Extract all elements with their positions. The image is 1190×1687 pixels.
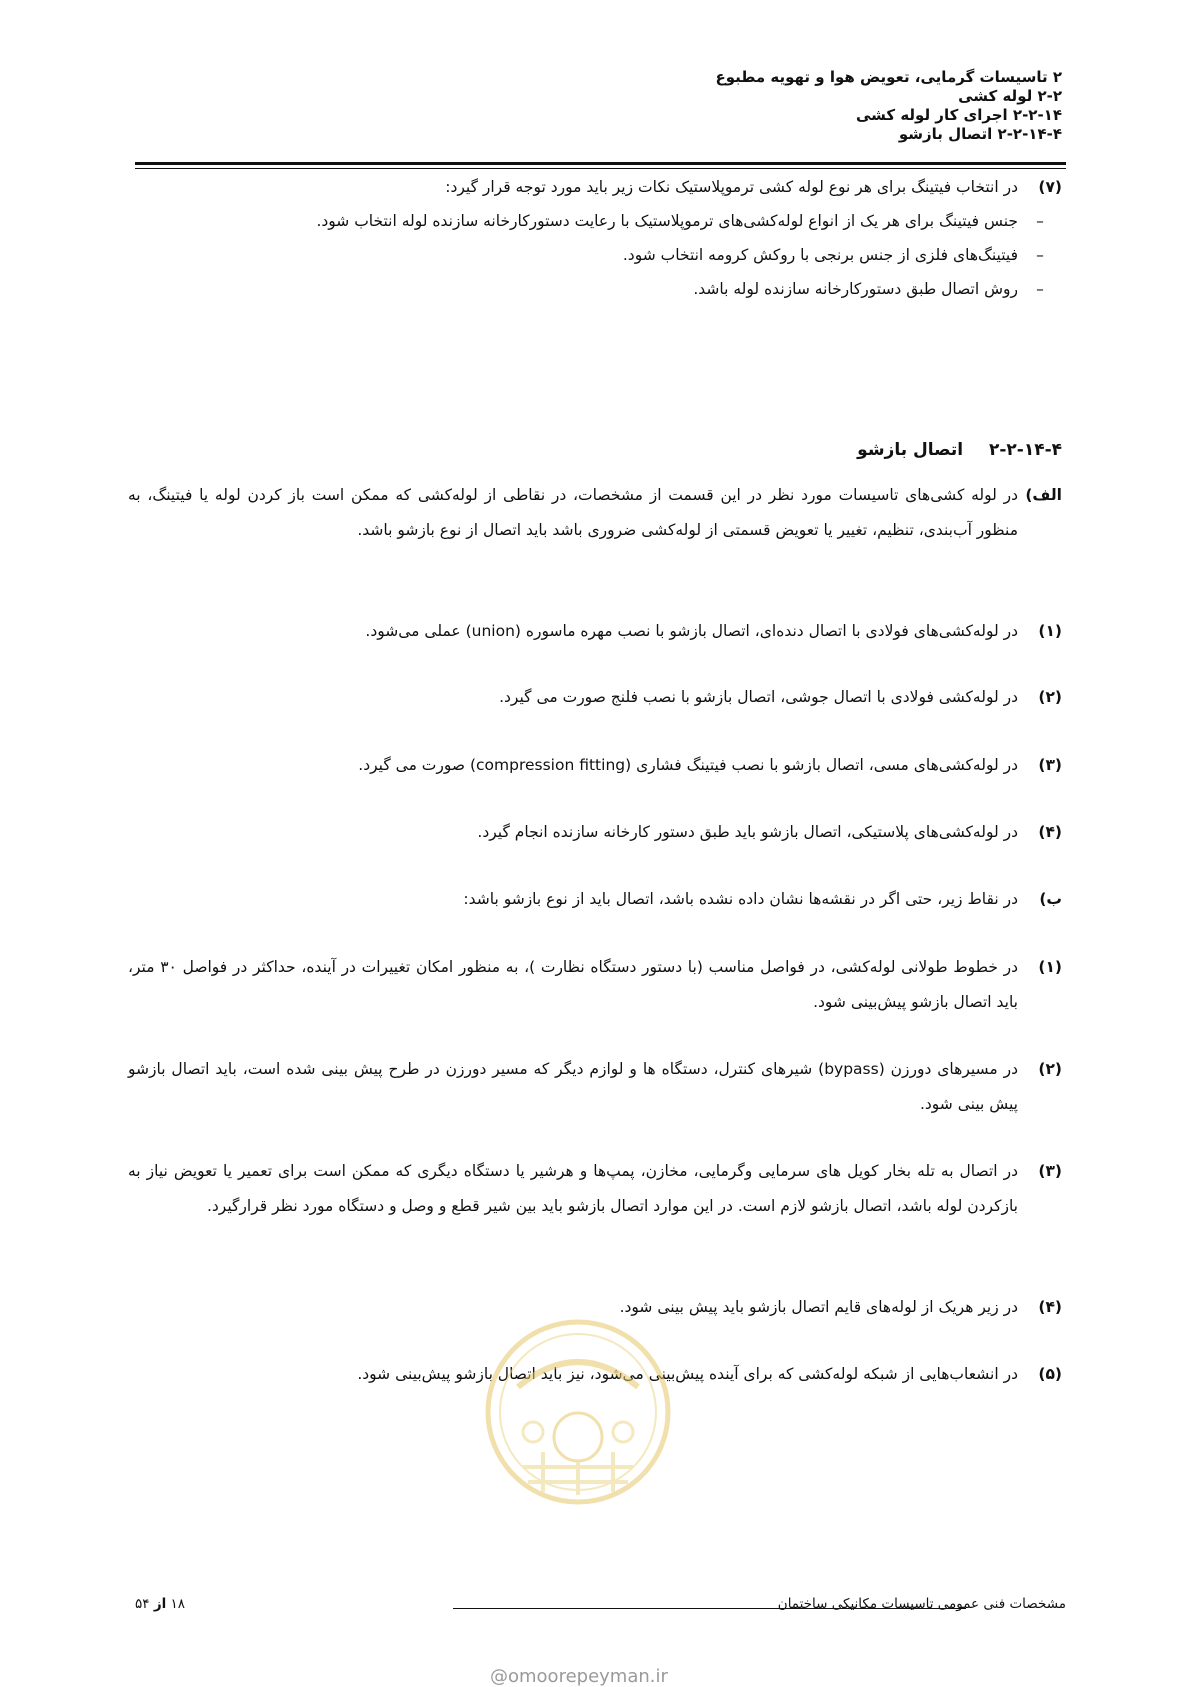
alef-item-number: (۲) bbox=[1038, 688, 1062, 706]
page-current: ۱۸ bbox=[170, 1596, 186, 1612]
section-heading bbox=[857, 440, 1062, 460]
alef-item-number: (۱) bbox=[1038, 622, 1062, 640]
be-item-text: در زیر هریک از لوله‌های قایم اتصال بازشو باید پیش بینی شود. bbox=[619, 1298, 1018, 1316]
be-item-text: در انشعاب‌هایی از شبکه لوله‌کشی که برای آینده پیش‌بینی می‌شود، نیز باید اتصال بازشو پیش‌بینی شود. bbox=[357, 1365, 1018, 1383]
page-number bbox=[135, 1596, 185, 1612]
alef-item-3 bbox=[358, 748, 1062, 783]
header-section: ۲-۲ لوله کشی bbox=[958, 87, 1062, 105]
alef-item-number: (۴) bbox=[1038, 823, 1062, 841]
header-topic: ۲-۲-۱۴-۴ اتصال بازشو bbox=[898, 125, 1062, 143]
bullet-dash: – bbox=[1036, 212, 1044, 230]
be-item-number: (۳) bbox=[1038, 1162, 1062, 1180]
bullet-text: جنس فیتینگ برای هر یک از انواع لوله‌کشی‌های ترموپلاستیک با رعایت دستورکارخانه سازنده لوله انتخاب شود. bbox=[316, 212, 1018, 230]
page-of: از bbox=[153, 1596, 167, 1612]
alef-item-number: (۳) bbox=[1038, 756, 1062, 774]
be-item-1 bbox=[128, 950, 1062, 1020]
bullet-3 bbox=[693, 272, 1062, 307]
bullet-text: روش اتصال طبق دستورکارخانه سازنده لوله باشد. bbox=[693, 280, 1018, 298]
bullet-text: فیتینگ‌های فلزی از جنس برنجی با روکش کرومه انتخاب شود. bbox=[622, 246, 1018, 264]
page-footer bbox=[135, 1596, 1066, 1616]
bullet-2 bbox=[623, 238, 1062, 273]
clause-alef-label: الف) bbox=[1025, 486, 1062, 504]
be-item-number: (۴) bbox=[1038, 1298, 1062, 1316]
be-item-text: در خطوط طولانی لوله‌کشی، در فواصل مناسب (با دستور دستگاه نظارت )، به منظور امکان تغییرات در آینده، حداکثر در فواصل ۳۰ متر، باید اتصال بازشو پیش‌بینی شود. bbox=[128, 958, 1018, 1011]
be-item-number: (۵) bbox=[1038, 1365, 1062, 1383]
alef-item-1 bbox=[365, 614, 1062, 649]
footer-rule bbox=[453, 1608, 966, 1609]
be-item-text: در اتصال به تله بخار کویل های سرمایی وگرمایی، مخازن، پمپ‌ها و هرشیر یا دستگاه دیگری که ممکن است برای تعمیر یا تعویض نیاز به بازکردن لوله باشد، اتصال بازشو لازم است. در این موارد اتصال بازشو باید بین شیر قطع و وصل و دستگاه مورد نظر قرارگیرد. bbox=[128, 1162, 1018, 1215]
bullet-dash: – bbox=[1036, 280, 1044, 298]
alef-item-text: در لوله‌کشی‌های فولادی با اتصال دنده‌ای، اتصال بازشو با نصب مهره ماسوره (union) عملی می‌شود. bbox=[365, 622, 1018, 640]
be-item-number: (۲) bbox=[1038, 1060, 1062, 1078]
running-header bbox=[715, 68, 1062, 144]
watermark-seal-icon bbox=[483, 1317, 673, 1507]
alef-item-text: در لوله‌کشی‌های مسی، اتصال بازشو با نصب فیتینگ فشاری (compression fitting) صورت می گیرد. bbox=[358, 756, 1018, 774]
clause-alef bbox=[128, 478, 1062, 548]
header-chapter: ۲ تاسیسات گرمایی، تعویض هوا و تهویه مطبوع bbox=[715, 68, 1062, 86]
be-item-2 bbox=[128, 1052, 1062, 1122]
bullet-dash: – bbox=[1036, 246, 1044, 264]
be-item-text: در مسیرهای دورزن (bypass) شیرهای کنترل، دستگاه ها و لوازم دیگر که مسیر دورزن در طرح پیش بینی شده است، باید اتصال بازشو پیش بینی شود. bbox=[128, 1060, 1018, 1113]
clause-alef-text: در لوله کشی‌های تاسیسات مورد نظر در این قسمت از مشخصات، در نقاطی از لوله‌کشی که ممکن است باز کردن لوله یا فیتینگ، به منظور آب‌بندی، تنظیم، تغییر یا تعویض قسمتی از لوله‌کشی ضروری باشد باید اتصال از نوع بازشو باشد. bbox=[128, 486, 1018, 539]
header-rule-thin bbox=[135, 168, 1066, 169]
item-7-text: در انتخاب فیتینگ برای هر نوع لوله کشی ترموپلاستیک نکات زیر باید مورد توجه قرار گیرد: bbox=[445, 178, 1018, 196]
alef-item-text: در لوله‌کشی فولادی با اتصال جوشی، اتصال بازشو با نصب فلنج صورت می گیرد. bbox=[499, 688, 1018, 706]
clause-be-text: در نقاط زیر، حتی اگر در نقشه‌ها نشان داده نشده باشد، اتصال باید از نوع بازشو باشد: bbox=[463, 890, 1018, 908]
be-item-4 bbox=[620, 1290, 1062, 1325]
header-rule-thick bbox=[135, 162, 1066, 165]
alef-item-text: در لوله‌کشی‌های پلاستیکی، اتصال بازشو باید طبق دستور کارخانه سازنده انجام گیرد. bbox=[477, 823, 1018, 841]
page-total: ۵۴ bbox=[135, 1596, 150, 1612]
be-item-3 bbox=[128, 1154, 1062, 1224]
item-7 bbox=[445, 170, 1062, 205]
be-item-5 bbox=[357, 1357, 1062, 1392]
section-title: اتصال بازشو bbox=[857, 440, 964, 460]
clause-be bbox=[463, 882, 1062, 917]
header-subsection: ۲-۲-۱۴ اجرای کار لوله کشی bbox=[855, 106, 1062, 124]
clause-be-label: ب) bbox=[1039, 890, 1062, 908]
item-7-number: (۷) bbox=[1038, 178, 1062, 196]
bullet-1 bbox=[316, 204, 1062, 239]
be-item-number: (۱) bbox=[1038, 958, 1062, 976]
section-number: ۲-۲-۱۴-۴ bbox=[988, 440, 1062, 460]
watermark-site: @omoorepeyman.ir bbox=[490, 1666, 668, 1687]
footer-title: مشخصات فنی عمومی تاسیسات مکانیکی ساختمان bbox=[777, 1596, 1066, 1612]
alef-item-2 bbox=[499, 680, 1062, 715]
alef-item-4 bbox=[477, 815, 1062, 850]
